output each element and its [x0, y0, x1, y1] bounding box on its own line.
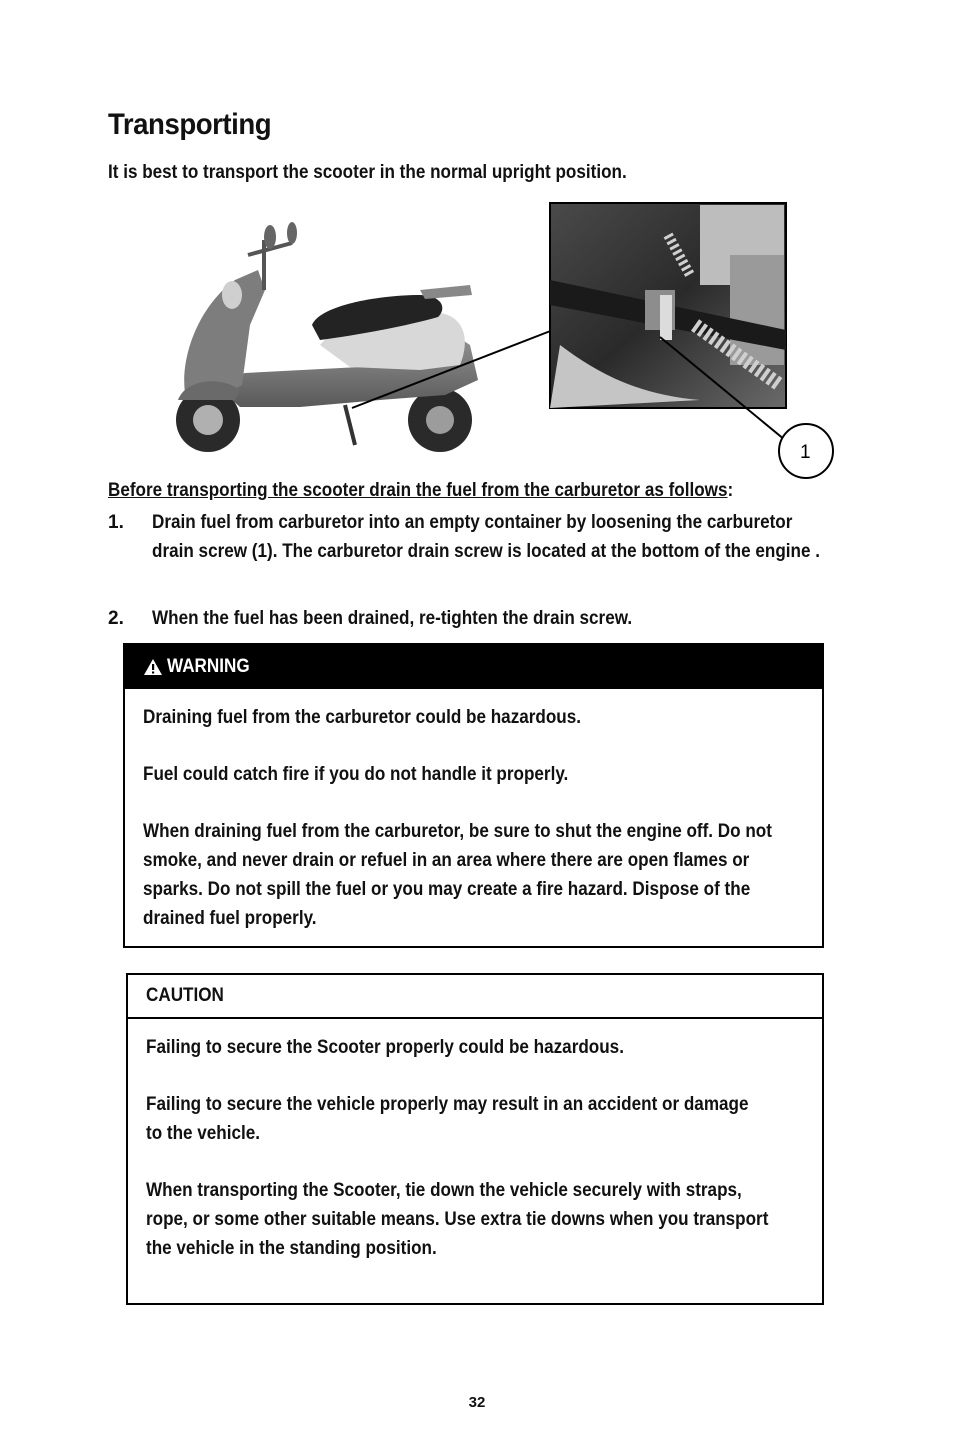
- step-text: When the fuel has been drained, re-tighten the drain screw.: [152, 608, 633, 629]
- warning-paragraph: When draining fuel from the carburetor, be sure to shut the engine off. Do not smoke, and never drain or refuel in an area where there are open flames or sparks. Do not spill the fuel or you may create a fire hazard. Dispose of the drained fuel properly.: [143, 821, 772, 929]
- page-number: 32: [468, 1394, 486, 1411]
- figure-illustration: [0, 195, 954, 485]
- warning-triangle-icon: [143, 658, 163, 676]
- warning-paragraph: Fuel could catch fire if you do not handle it properly.: [143, 764, 569, 785]
- warning-title: WARNING: [167, 656, 250, 677]
- caution-paragraph: Failing to secure the Scooter properly could be hazardous.: [146, 1037, 624, 1058]
- figure: [0, 195, 954, 485]
- warning-header: [125, 645, 822, 689]
- caution-paragraph: When transporting the Scooter, tie down the vehicle securely with straps, rope, or some other suitable means. Use extra tie downs when you transport the vehicle in the standing position.: [146, 1180, 769, 1259]
- page-title: Transporting: [108, 108, 272, 141]
- callout-label: 1: [800, 442, 811, 463]
- procedure-lead-suffix: :: [727, 480, 734, 501]
- step-text: Drain fuel from carburetor into an empty container by loosening the carburetor drain screw (1). The carburetor drain screw is located at the bottom of the engine .: [152, 512, 820, 562]
- caution-box: [126, 973, 824, 1305]
- procedure-lead: [108, 480, 733, 502]
- caution-header: [128, 975, 822, 1019]
- scooter-photo: [176, 222, 478, 452]
- caution-title: CAUTION: [146, 985, 224, 1006]
- step-number: 2.: [108, 608, 124, 629]
- step-number: 1.: [108, 512, 124, 533]
- caution-paragraph: Failing to secure the vehicle properly may result in an accident or damage to the vehicle.: [146, 1094, 749, 1144]
- warning-box: [123, 643, 824, 948]
- carburetor-closeup-photo: [550, 203, 786, 408]
- caution-body: [128, 1019, 822, 1263]
- warning-paragraph: Draining fuel from the carburetor could be hazardous.: [143, 707, 582, 728]
- warning-body: [125, 689, 822, 933]
- intro-text: It is best to transport the scooter in the normal upright position.: [108, 162, 627, 183]
- procedure-lead-text: Before transporting the scooter drain the fuel from the carburetor as follows: [108, 480, 728, 501]
